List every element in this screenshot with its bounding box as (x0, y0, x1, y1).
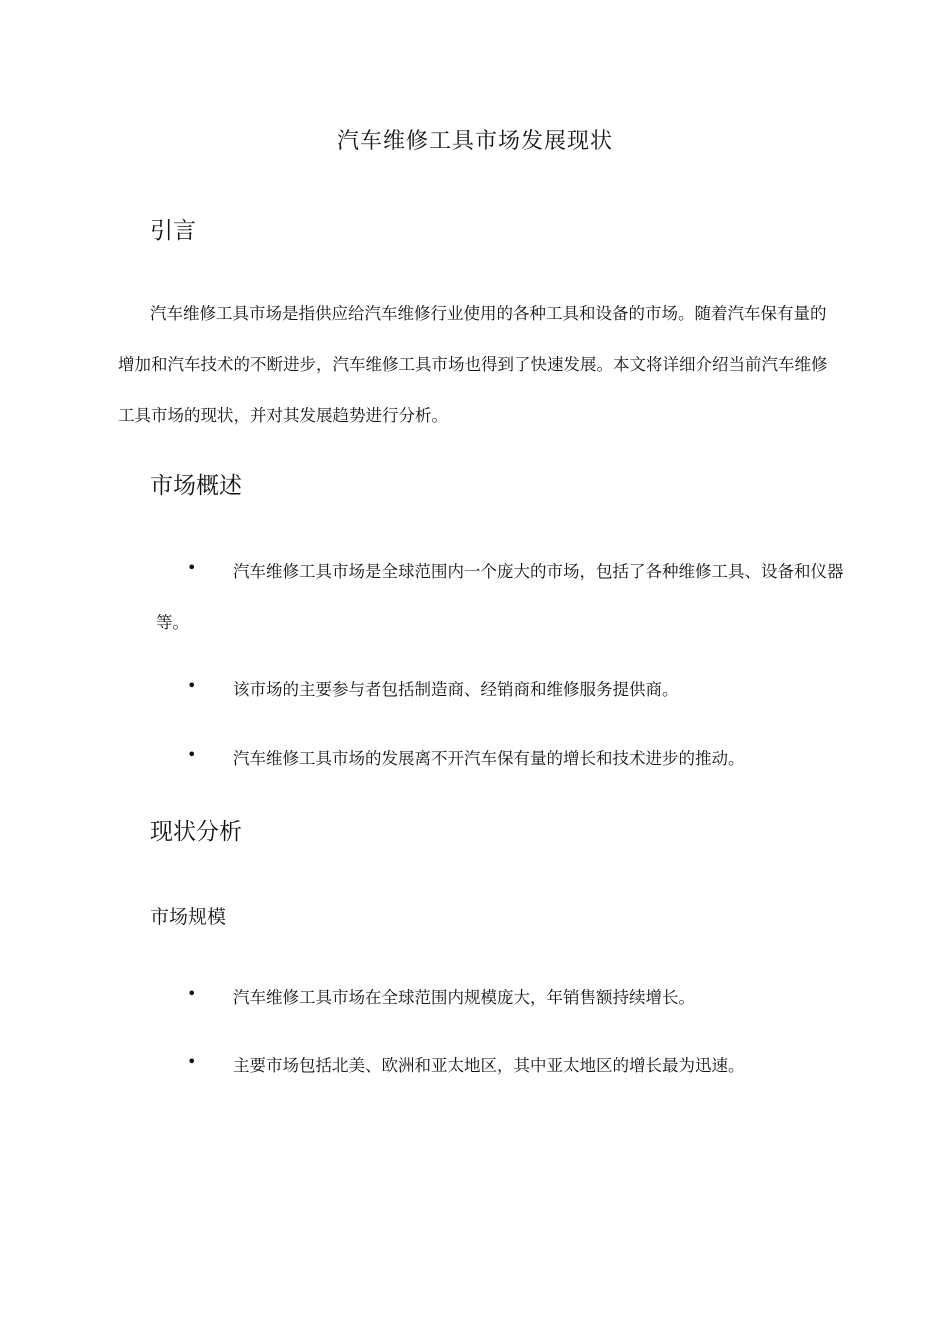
section-heading-analysis: 现状分析 (150, 819, 242, 845)
intro-paragraph: 汽车维修工具市场是指供应给汽车维修行业使用的各种工具和设备的市场。随着汽车保有量的增加和汽车技术的不断进步，汽车维修工具市场也得到了快速发展。本文将详细介绍当前汽车维修工具市场的现状，并对其发展趋势进行分析。 (118, 304, 828, 425)
list-item-text: 汽车维修工具市场是全球范围内一个庞大的市场，包括了各种维修工具、设备和仪器等。 (156, 562, 844, 632)
list-item-text: 该市场的主要参与者包括制造商、经销商和维修服务提供商。 (233, 680, 679, 699)
list-item-text: 汽车维修工具市场在全球范围内规模庞大，年销售额持续增长。 (233, 988, 695, 1007)
subsection-heading-market-size: 市场规模 (150, 906, 227, 928)
bullet-icon: • (187, 558, 197, 577)
section-heading-overview: 市场概述 (150, 473, 242, 499)
list-item-text: 汽车维修工具市场的发展离不开汽车保有量的增长和技术进步的推动。 (233, 749, 745, 768)
section-heading-intro: 引言 (150, 218, 196, 244)
document-title: 汽车维修工具市场发展现状 (336, 129, 613, 154)
bullet-icon: • (187, 745, 197, 764)
bullet-icon: • (187, 676, 197, 695)
bullet-icon: • (187, 1052, 197, 1071)
bullet-icon: • (187, 984, 197, 1003)
list-item-text: 主要市场包括北美、欧洲和亚太地区，其中亚太地区的增长最为迅速。 (233, 1056, 745, 1075)
